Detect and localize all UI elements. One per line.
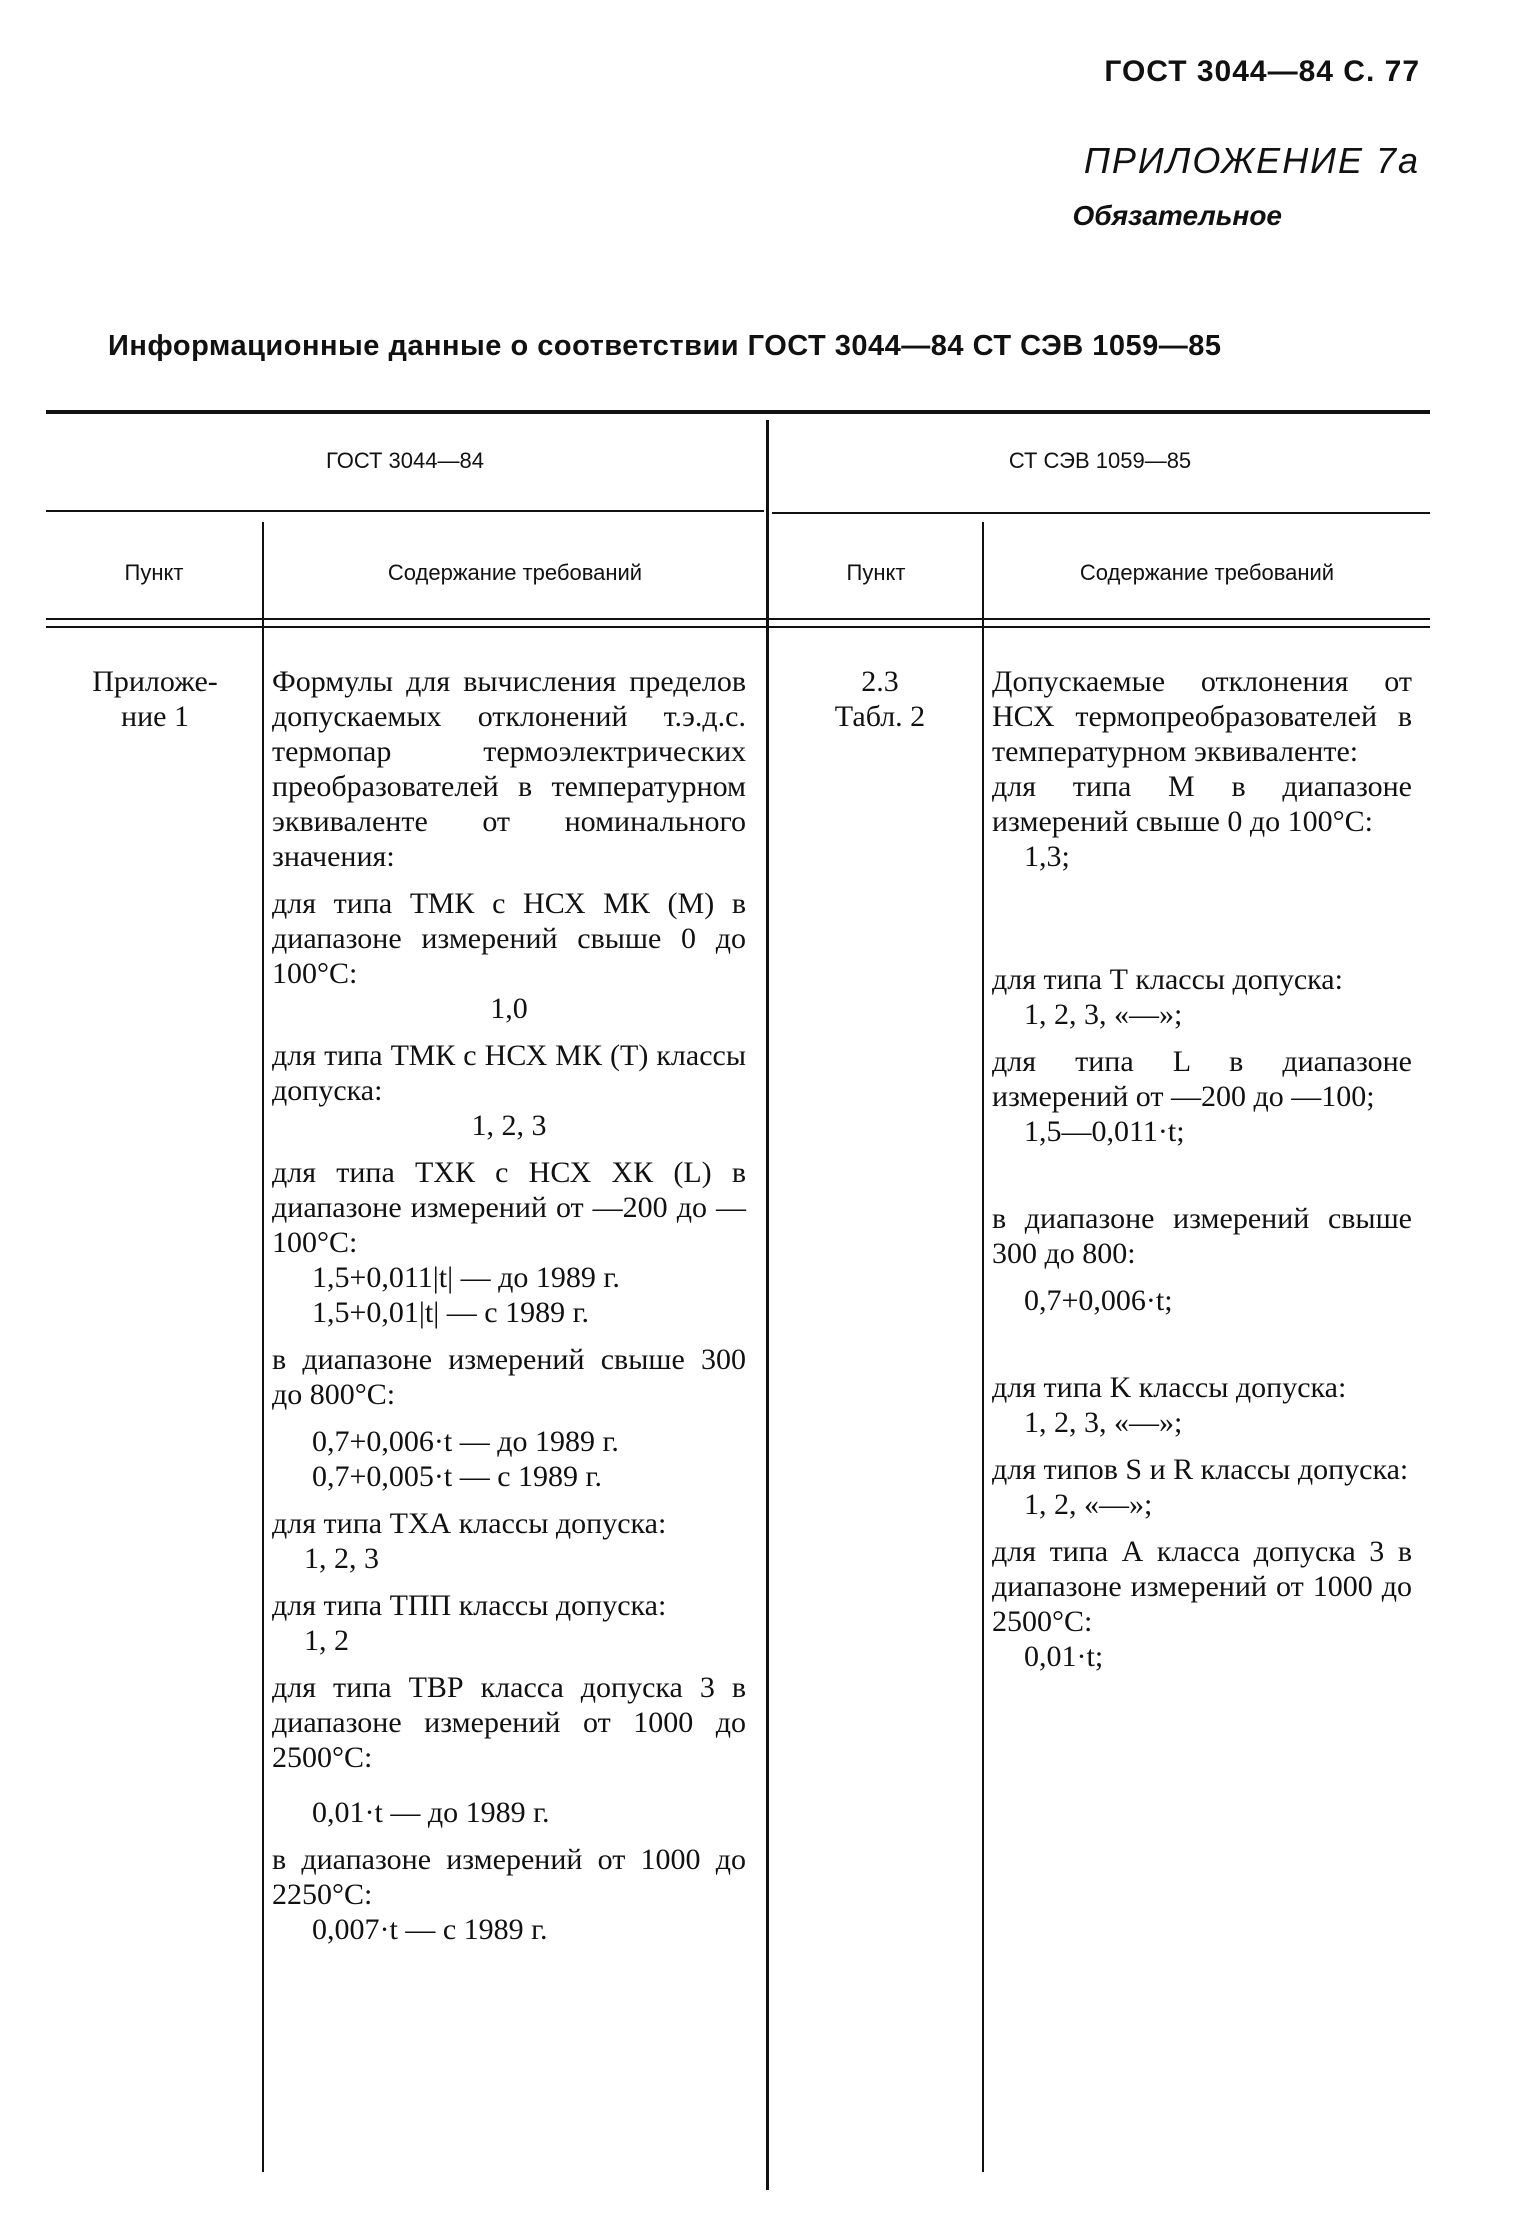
left-intro: Формулы для вычисления пределов допускаемых отклонений т.э.д.с. термопар термоэлектрических преобразователей в температурном эквиваленте от номинального значения: <box>272 665 746 873</box>
col-header-content-right: Содержание требований <box>1079 560 1335 585</box>
right-range300: в диапазоне измерений свыше 300 до 800: <box>992 1202 1412 1270</box>
left-txa: для типа ТХА классы допуска: <box>272 1507 667 1540</box>
right-item-cell <box>790 664 970 734</box>
right-type-k: для типа K классы допуска: <box>992 1371 1347 1404</box>
col-header-item-left: Пункт <box>124 560 184 585</box>
right-type-l-value: 1,5—0,011·t; <box>1024 1115 1185 1148</box>
right-range300-value: 0,7+0,006·t; <box>1024 1284 1173 1317</box>
right-item-line-2: Табл. 2 <box>834 700 926 733</box>
right-type-t-value: 1, 2, 3, «—»; <box>1024 998 1183 1031</box>
group-divider-left <box>46 510 764 512</box>
left-tmk-t: для типа ТМК с НСХ МК (Т) классы допуска: <box>272 1039 746 1107</box>
left-content-cell <box>272 664 746 1947</box>
right-types-s-r-value: 1, 2, «—»; <box>1024 1488 1153 1521</box>
right-type-l: для типа L в диапазоне измерений от —200 до —100; <box>992 1045 1412 1113</box>
right-item-separator <box>982 522 984 2172</box>
left-range1000-value: 0,007·t — с 1989 г. <box>312 1913 548 1946</box>
left-tmk-t-value: 1, 2, 3 <box>471 1109 547 1142</box>
right-content-cell <box>992 664 1412 1674</box>
right-type-a-value: 0,01·t; <box>1024 1640 1104 1673</box>
left-txk: для типа ТХК с НСХ ХК (L) в диапазоне измерений от —200 до —100°C: <box>272 1156 746 1259</box>
left-item-line-2: ние 1 <box>121 700 189 733</box>
col-header-content-left: Содержание требований <box>387 560 643 585</box>
right-type-m: для типа М в диапазоне измерений свыше 0 до 100°C: <box>992 770 1412 838</box>
left-tvr-value: 0,01·t — до 1989 г. <box>312 1796 550 1829</box>
right-type-m-value: 1,3; <box>1024 840 1070 873</box>
left-range1000: в диапазоне измерений от 1000 до 2250°C: <box>272 1843 746 1911</box>
left-range300-value-1: 0,7+0,006·t — до 1989 г. <box>312 1425 619 1458</box>
document-title: Информационные данные о соответствии ГОСТ 3044—84 СТ СЭВ 1059—85 <box>108 330 1222 362</box>
right-type-t: для типа Т классы допуска: <box>992 963 1343 996</box>
group-separator <box>766 420 769 2190</box>
left-txk-value-2: 1,5+0,01|t| — с 1989 г. <box>312 1296 590 1329</box>
appendix-subtitle: Обязательное <box>1072 200 1282 231</box>
left-tpp-value: 1, 2 <box>304 1624 349 1657</box>
left-txk-value-1: 1,5+0,011|t| — до 1989 г. <box>312 1261 620 1294</box>
left-range300: в диапазоне измерений свыше 300 до 800°C: <box>272 1343 746 1411</box>
group-header-sev: СТ СЭВ 1059—85 <box>1008 448 1192 473</box>
left-txa-value: 1, 2, 3 <box>304 1542 379 1575</box>
left-item-cell <box>60 664 250 734</box>
header-bottom-rule-2 <box>46 626 1430 628</box>
group-divider-right <box>772 512 1430 514</box>
right-intro: Допускаемые отклонения от НСХ термопреобразователей в температурном эквиваленте: <box>992 665 1412 768</box>
running-header: ГОСТ 3044—84 С. 77 <box>1104 55 1420 88</box>
group-header-gost: ГОСТ 3044—84 <box>326 448 484 473</box>
left-tvr: для типа ТВР класса допуска 3 в диапазоне измерений от 1000 до 2500°C: <box>272 1671 746 1774</box>
left-range300-value-2: 0,7+0,005·t — с 1989 г. <box>312 1460 602 1493</box>
right-item-line-1: 2.3 <box>861 665 899 698</box>
left-item-separator <box>262 522 264 2172</box>
appendix-title: ПРИЛОЖЕНИЕ 7а <box>1083 140 1420 181</box>
right-type-k-value: 1, 2, 3, «—»; <box>1024 1406 1183 1439</box>
right-types-s-r: для типов S и R классы допуска: <box>992 1453 1409 1486</box>
right-type-a: для типа А класса допуска 3 в диапазоне измерений от 1000 до 2500°C: <box>992 1535 1412 1638</box>
left-tmk-m-value: 1,0 <box>490 992 528 1025</box>
col-header-item-right: Пункт <box>846 560 906 585</box>
left-tpp: для типа ТПП классы допуска: <box>272 1589 667 1622</box>
table-top-rule <box>46 410 1430 414</box>
left-tmk-m: для типа ТМК с НСХ МК (М) в диапазоне измерений свыше 0 до 100°C: <box>272 887 746 990</box>
left-item-line-1: Приложе- <box>92 665 218 698</box>
header-bottom-rule-1 <box>46 618 1430 620</box>
